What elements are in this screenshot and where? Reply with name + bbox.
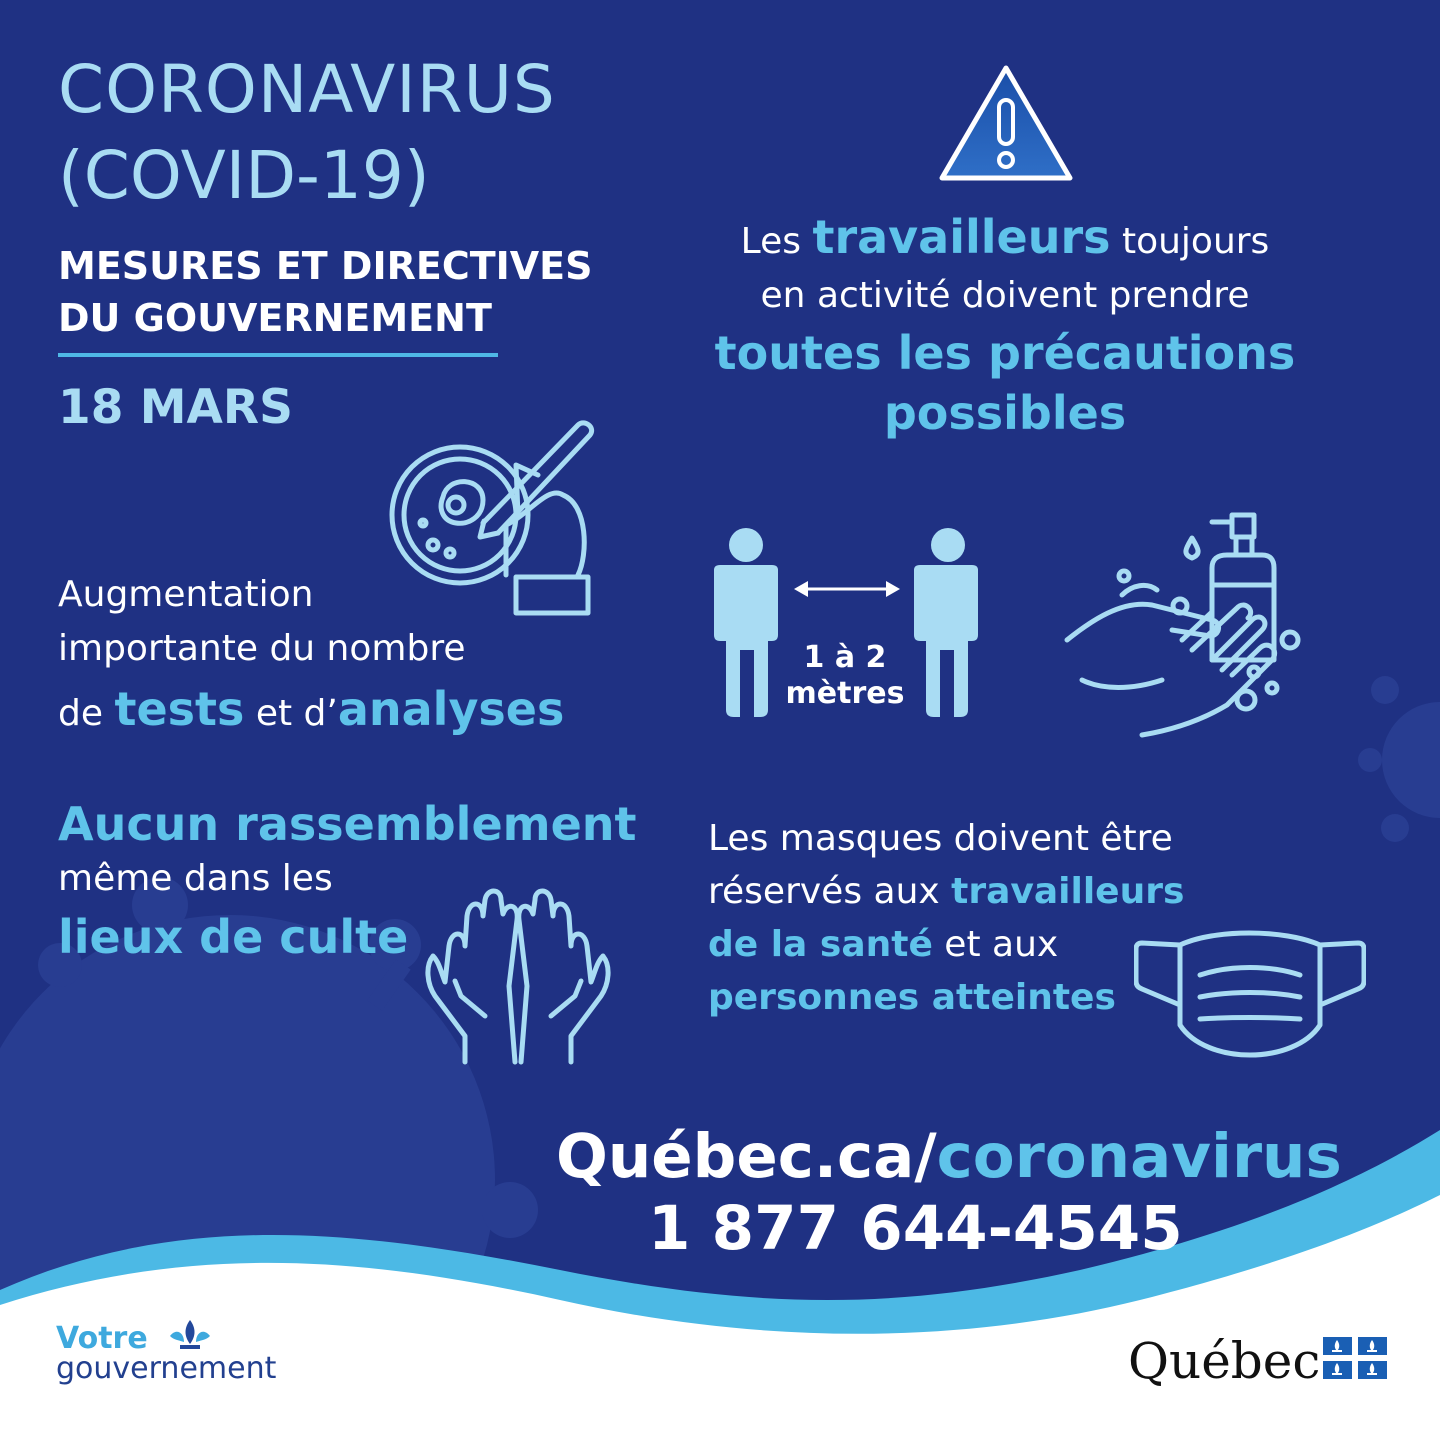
- workers-line-3: toutes les précautions: [714, 326, 1296, 380]
- tests-message: [58, 568, 564, 747]
- masks-line-1: Les masques doivent être: [708, 818, 1173, 859]
- tests-line-2: importante du nombre: [58, 628, 466, 669]
- face-mask-icon: [1134, 925, 1366, 1081]
- website-path: coronavirus: [936, 1121, 1342, 1192]
- gatherings-line-3: lieux de culte: [58, 910, 409, 964]
- quebec-flag-icon: [1323, 1337, 1387, 1379]
- masks-line-3: [708, 918, 1184, 971]
- website-domain: Québec.ca/: [556, 1121, 937, 1192]
- masks-line-2-pre: réservés aux: [708, 871, 952, 912]
- workers-line-1-pre: Les: [740, 221, 813, 262]
- title-line-1: CORONAVIRUS: [58, 51, 556, 128]
- masks-line-2: [708, 865, 1184, 918]
- subtitle: [58, 240, 593, 344]
- tests-line-3: [58, 676, 564, 747]
- votre-label: Votre: [56, 1321, 148, 1356]
- header-divider: [58, 353, 498, 357]
- gatherings-line-1: Aucun rassemblement: [58, 797, 637, 851]
- quebec-wordmark: Québec: [1128, 1332, 1321, 1390]
- workers-message: [700, 210, 1310, 443]
- subtitle-line-2: DU GOUVERNEMENT: [58, 296, 492, 340]
- tests-line-3-mid: et d’: [244, 693, 338, 734]
- masks-line-4: personnes atteintes: [708, 977, 1116, 1018]
- workers-highlight: travailleurs: [812, 210, 1111, 264]
- gouvernement-label: gouvernement: [56, 1351, 277, 1386]
- workers-line-1: [700, 210, 1310, 269]
- distance-label: [775, 640, 915, 712]
- workers-line-1-post: toujours: [1110, 221, 1270, 262]
- phone-number[interactable]: 1 877 644-4545: [648, 1193, 1183, 1264]
- health-highlight: de la santé: [708, 924, 933, 965]
- fleur-de-lis-icon: [166, 1318, 214, 1352]
- distance-line-1: 1 à 2: [803, 640, 887, 675]
- workers-line-2: en activité doivent prendre: [760, 275, 1250, 316]
- hand-washing-icon: [1062, 510, 1307, 742]
- distance-line-2: mètres: [785, 676, 905, 711]
- masks-message: [708, 812, 1184, 1024]
- subtitle-line-1: MESURES ET DIRECTIVES: [58, 244, 593, 288]
- date: 18 MARS: [58, 380, 293, 435]
- masks-line-3-post: et aux: [932, 924, 1059, 965]
- title-line-2: (COVID-19): [58, 137, 430, 214]
- open-hands-icon: [425, 886, 611, 1068]
- tests-highlight: tests: [114, 682, 245, 736]
- analyses-highlight: analyses: [337, 682, 565, 736]
- gatherings-line-2: même dans les: [58, 858, 333, 899]
- website[interactable]: [556, 1120, 1342, 1194]
- health-workers-highlight: travailleurs: [951, 871, 1185, 912]
- tests-line-1: Augmentation: [58, 574, 314, 615]
- warning-icon: [936, 62, 1076, 186]
- workers-line-4: possibles: [883, 386, 1127, 440]
- tests-line-3-pre: de: [58, 693, 115, 734]
